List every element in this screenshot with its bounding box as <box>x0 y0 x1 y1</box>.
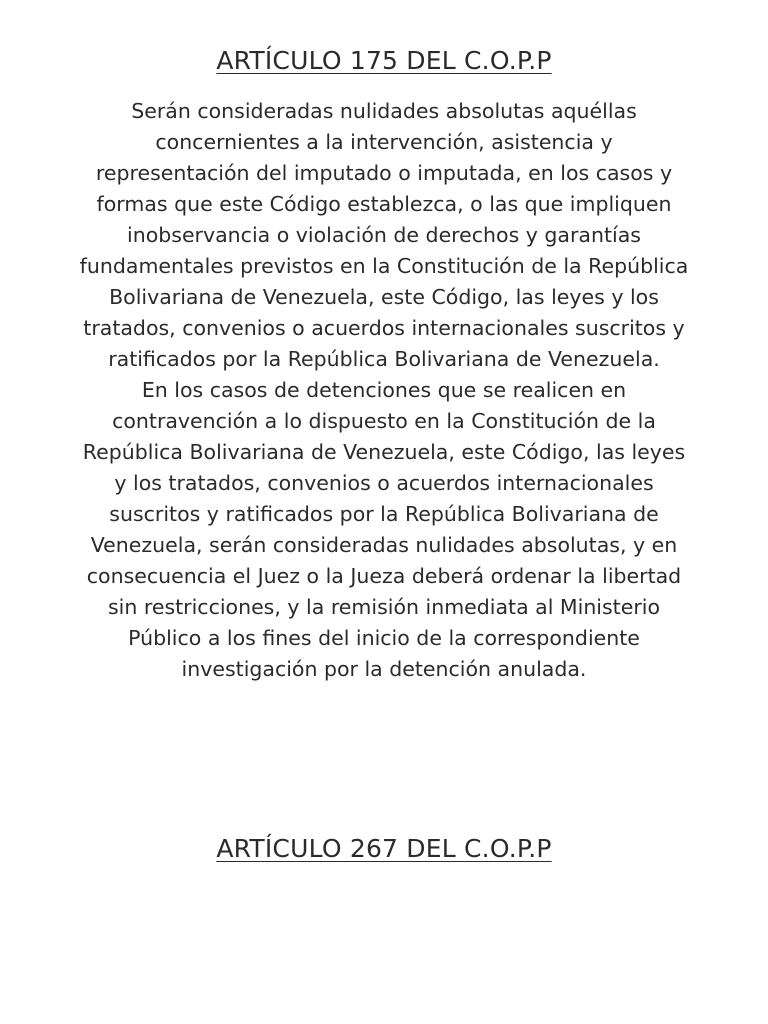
body-line: inobservancia o violación de derechos y garantías <box>127 223 641 247</box>
body-line: fundamentales previstos en la Constitución de la República <box>79 254 689 278</box>
body-line: ratificados por la República Bolivariana de Venezuela. <box>108 347 660 371</box>
body-line: Venezuela, serán consideradas nulidades absolutas, y en <box>90 533 678 557</box>
body-line: Público a los fines del inicio de la correspondiente <box>128 626 640 650</box>
body-line: República Bolivariana de Venezuela, este Código, las leyes <box>82 440 686 464</box>
body-line: suscritos y ratificados por la República Bolivariana de <box>109 502 659 526</box>
article-175-heading: ARTÍCULO 175 DEL C.O.P.P <box>216 46 552 75</box>
body-line: formas que este Código establezca, o las que impliquen <box>96 192 672 216</box>
body-line: y los tratados, convenios o acuerdos internacionales <box>114 471 654 495</box>
body-line: contravención a lo dispuesto en la Constitución de la <box>112 409 656 433</box>
body-line: consecuencia el Juez o la Jueza deberá ordenar la libertad <box>86 564 682 588</box>
body-line: En los casos de detenciones que se realicen en <box>141 378 627 402</box>
body-line: sin restricciones, y la remisión inmediata al Ministerio <box>107 595 661 619</box>
article-175-body <box>40 96 728 685</box>
body-line: concernientes a la intervención, asistencia y <box>155 130 613 154</box>
body-line: Bolivariana de Venezuela, este Código, las leyes y los <box>109 285 659 309</box>
body-line: tratados, convenios o acuerdos internacionales suscritos y <box>83 316 685 340</box>
article-267-heading: ARTÍCULO 267 DEL C.O.P.P <box>216 834 552 863</box>
body-line: Serán consideradas nulidades absolutas aquéllas <box>131 99 637 123</box>
body-line: representación del imputado o imputada, en los casos y <box>95 161 673 185</box>
body-line: investigación por la detención anulada. <box>181 657 587 681</box>
